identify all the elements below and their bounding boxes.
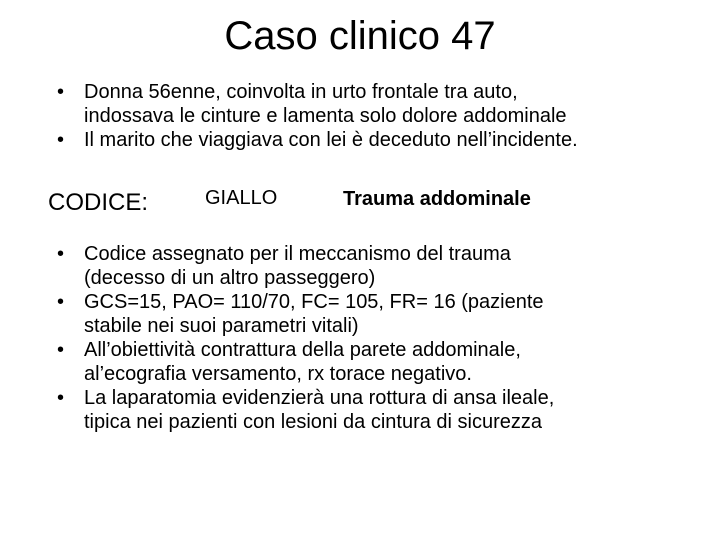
bullet-line: La laparatomia evidenzierà una rottura di ansa ileale,: [84, 387, 555, 409]
bullet-line: tipica nei pazienti con lesioni da cintura di sicurezza: [84, 411, 543, 433]
bullet-item: [57, 290, 677, 338]
bullet-line: GCS=15, PAO= 110/70, FC= 105, FR= 16 (paziente: [84, 291, 544, 313]
bullet-marker: •: [57, 129, 65, 151]
triage-code-row: [0, 186, 720, 220]
bullet-marker: •: [57, 291, 65, 313]
slide-title: Caso clinico 47: [224, 14, 496, 58]
bullet-line: stabile nei suoi parametri vitali): [84, 315, 359, 337]
bullet-item: [57, 242, 677, 290]
bullet-line: Codice assegnato per il meccanismo del trauma: [84, 243, 511, 265]
bullet-line: indossava le cinture e lamenta solo dolore addominale: [84, 105, 567, 127]
case-description-list: [57, 80, 707, 152]
bullet-item: [57, 128, 707, 152]
case-details-list: [57, 242, 677, 434]
bullet-item: [57, 386, 677, 434]
bullet-line: (decesso di un altro passeggero): [84, 267, 376, 289]
bullet-item: [57, 80, 707, 128]
bullet-marker: •: [57, 387, 65, 409]
bullet-marker: •: [57, 81, 65, 103]
bullet-line: Donna 56enne, coinvolta in urto frontale tra auto,: [84, 81, 518, 103]
bullet-line: al’ecografia versamento, rx torace negativo.: [84, 363, 472, 385]
code-value: GIALLO: [205, 187, 278, 209]
code-description: Trauma addominale: [343, 188, 531, 210]
bullet-line: Il marito che viaggiava con lei è deceduto nell’incidente.: [84, 129, 578, 151]
code-label: CODICE:: [48, 189, 149, 216]
bullet-item: [57, 338, 677, 386]
bullet-line: All’obiettività contrattura della parete addominale,: [84, 339, 521, 361]
bullet-marker: •: [57, 339, 65, 361]
bullet-marker: •: [57, 243, 65, 265]
